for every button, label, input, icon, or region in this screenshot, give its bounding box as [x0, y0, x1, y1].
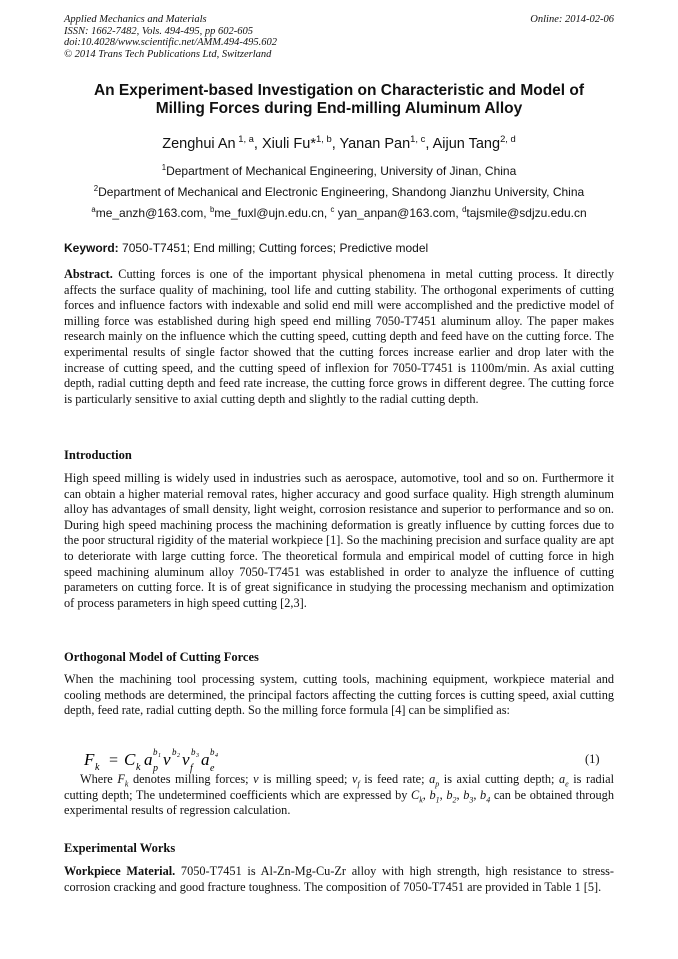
svg-text:b: b: [191, 747, 196, 757]
svg-text:2: 2: [177, 753, 180, 759]
text-run: denotes milling forces;: [128, 772, 254, 786]
affiliation-text: Department of Mechanical and Electronic Engineering, Shandong Jianzhu University, China: [98, 185, 585, 199]
abstract: [64, 267, 614, 407]
email-list: [64, 206, 614, 220]
author-name: Xiuli Fu*: [261, 136, 316, 152]
email-address[interactable]: me_anzh@163.com,: [95, 206, 210, 220]
author-sup: 2, d: [500, 133, 516, 145]
svg-text:4: 4: [215, 753, 218, 759]
equation-number: (1): [585, 752, 600, 766]
affiliation-sup: 2: [93, 184, 99, 193]
svg-text:C: C: [124, 750, 136, 769]
email-address[interactable]: me_fuxl@ujn.edu.cn,: [214, 206, 331, 220]
symbol-v: v: [253, 772, 259, 786]
text-run: ,: [422, 787, 430, 802]
affiliation-sup: 1: [161, 163, 167, 172]
svg-text:a: a: [201, 750, 210, 769]
symbol-a: a: [429, 772, 436, 786]
text-run: is milling speed;: [258, 772, 352, 786]
equation-explanation: [64, 772, 614, 819]
svg-text:=: =: [108, 752, 119, 769]
title-line-1: An Experiment-based Investigation on Characteristic and Model of: [93, 82, 585, 99]
text-run: ,: [439, 787, 447, 802]
text-run: is feed rate;: [359, 772, 430, 786]
keywords: [64, 241, 619, 255]
section-heading-experimental-works: Experimental Works: [64, 841, 176, 855]
text-run: is radial cutting depth; The undetermined coefficients which are expressed by: [64, 772, 615, 802]
svg-text:a: a: [144, 750, 153, 769]
text-run: ,: [456, 787, 464, 802]
symbol-a: a: [559, 772, 566, 786]
affiliation-1: [64, 164, 614, 178]
copyright-line: © 2014 Trans Tech Publications Ltd, Switzerland: [64, 48, 272, 60]
author-name: Yanan Pan: [339, 136, 411, 152]
paper-title: [64, 82, 614, 118]
subscript-p: p: [435, 779, 440, 789]
svg-text:f: f: [190, 763, 193, 774]
svg-text:b: b: [210, 747, 215, 757]
symbol-v: v: [351, 772, 358, 786]
subscript-k: k: [124, 779, 129, 789]
issn-line: ISSN: 1662-7482, Vols. 494-495, pp 602-605: [64, 25, 253, 37]
symbol-b: b: [429, 787, 436, 802]
section-heading-introduction: Introduction: [64, 448, 132, 462]
email-address[interactable]: tajsmile@sdjzu.edu.cn: [466, 206, 587, 220]
abstract-text: Cutting forces is one of the important physical phenomena in metal cutting process. It directly affects the surface quality of machining, tool life and cutting stability. The orthogonal experiments of cutting forces and influence factors with indexable and solid end mill were accomplished and the predictive model of milling force was established during high speed end milling 7050-T7451 aluminum alloy. The paper makes research mainly on the influence which the cutting speed, cutting depth and feed have on the cutting force. The experimental results of single factor showed that the cutting forces increase earlier and drop later with the increase of cutting speed, and the cutting speed of inflexion for 7050-T7451 is 1100m/min. As axial cutting depth, radial cutting depth and feed rate increase, the cutting force grows in different degree. The cutting force is particularly sensitive to axial cutting depth and slightly to the radial cutting depth.: [64, 267, 614, 406]
orthogonal-model-text: When the machining tool processing system, cutting tools, machining equipment, workpiece material and cooling methods are determined, the principal factors affecting the cutting forces is cutting speed, axial cutting depth, feed rate, radial cutting depth. So the milling force formula [4] can be simplified as:: [64, 672, 614, 718]
symbol-b: b: [446, 787, 453, 802]
author-separator: ,: [425, 136, 433, 152]
author-list: [64, 133, 614, 152]
author-separator: ,: [331, 136, 340, 152]
workpiece-material-text: [64, 864, 614, 895]
symbol-b: b: [463, 787, 470, 802]
svg-text:b: b: [153, 747, 158, 757]
author-sup: 1, c: [410, 133, 426, 145]
svg-text:k: k: [95, 762, 100, 773]
doi-line: doi:10.4028/www.scientific.net/AMM.494-495.602: [64, 37, 277, 48]
journal-name: Applied Mechanics and Materials: [64, 14, 207, 25]
svg-text:k: k: [136, 762, 141, 773]
affiliation-2: [64, 185, 614, 199]
subscript-2: 2: [452, 795, 457, 805]
author-separator: ,: [253, 136, 262, 152]
email-sup: c: [330, 205, 335, 214]
author-sup: 1, a: [235, 133, 254, 145]
author-sup: 1, b: [315, 133, 332, 145]
keyword-label: Keyword:: [64, 241, 119, 255]
subscript-k: k: [419, 795, 423, 805]
svg-text:3: 3: [196, 753, 199, 759]
svg-text:v: v: [163, 750, 171, 769]
workpiece-body: 7050-T7451 is Al-Zn-Mg-Cu-Zr alloy with high strength, high resistance to stress-corrosion cracking and good fracture toughness. The composition of 7050-T7451 are provided in Table 1 [5].: [64, 864, 614, 894]
subscript-3: 3: [469, 795, 474, 805]
email-address[interactable]: yan_anpan@163.com,: [334, 206, 463, 220]
text-run: can be obtained through experimental results of regression calculation.: [64, 787, 614, 818]
subscript-4: 4: [486, 795, 491, 805]
subscript-1: 1: [435, 795, 440, 805]
author-name: Aijun Tang: [432, 136, 501, 152]
keyword-text: 7050-T7451; End milling; Cutting forces; Predictive model: [118, 241, 429, 255]
symbol-b: b: [480, 787, 487, 802]
text-run: Where: [80, 772, 118, 786]
introduction-text: High speed milling is widely used in industries such as aerospace, automotive, tool and so on. Furthermore it can obtain a higher material removal rates, higher accuracy and good surface quality. High strength aluminum alloy has advantages of small density, light weight, corrosion resistance and superior to performance and so on. During high speed machining process the machining deformation is greatly influence by cutting forces due to the poor structural rigidity of the material workpiece [1]. So the machining precision and surface quality are apt to deteriorate with large cutting force. The theoretical formula and empirical model of cutting force in high speed machining aluminum alloy 7050-T7451 was established in order to analyze the influence of cutting parameters on cutting force. It is of great significance in studying the processing mechanism and optimization of process parameters in high speed cutting [2,3].: [64, 471, 614, 610]
svg-text:v: v: [182, 750, 190, 769]
svg-text:p: p: [153, 763, 158, 774]
title-line-2: Milling Forces during End-milling Aluminum Alloy: [155, 100, 523, 117]
svg-text:b: b: [172, 747, 177, 757]
email-sup: d: [462, 205, 467, 214]
workpiece-label: Workpiece Material.: [64, 864, 176, 878]
text-run: ,: [473, 787, 481, 802]
svg-text:F: F: [84, 750, 95, 769]
svg-text:e: e: [210, 763, 215, 774]
subscript-e: e: [565, 779, 569, 789]
text-run: is axial cutting depth;: [439, 772, 559, 786]
email-sup: a: [91, 205, 96, 214]
symbol-C: C: [411, 787, 420, 802]
section-heading-orthogonal-model: Orthogonal Model of Cutting Forces: [64, 650, 259, 664]
svg-text:1: 1: [158, 753, 161, 759]
email-sup: b: [209, 205, 215, 214]
author-name: Zenghui An: [162, 136, 236, 152]
online-date: Online: 2014-02-06: [530, 14, 614, 25]
symbol-F: F: [117, 772, 125, 786]
journal-header: [64, 14, 277, 60]
affiliation-text: Department of Mechanical Engineering, University of Jinan, China: [166, 164, 517, 178]
abstract-label: Abstract.: [64, 267, 113, 281]
subscript-f: f: [357, 779, 360, 789]
